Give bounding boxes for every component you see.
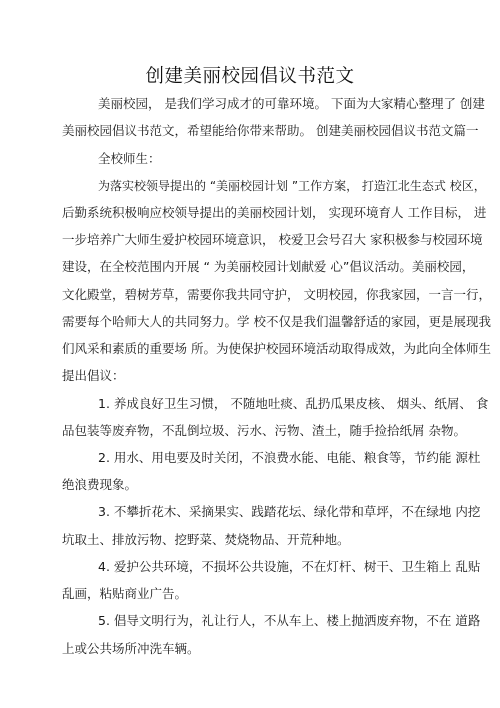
proposal-item-line: 坑取土、排放污物、挖野菜、焚烧物品、开荒种地。 bbox=[62, 532, 350, 547]
paragraph-line: 全校师生： bbox=[98, 151, 161, 166]
proposal-item-line: 5. 倡导文明行为，礼让行人，不从车上、楼上抛洒废弃物，不在 道路 bbox=[98, 613, 481, 628]
paragraph-line: 建设，在全校范围内开展 “ 为美丽校园计划献爱 心”倡议活动。美丽校园， bbox=[62, 259, 475, 274]
proposal-item-line: 品包装等废弃物，不乱倒垃圾、污水、污物、渣土，随手捡拾纸屑 杂物。 bbox=[62, 423, 466, 438]
paragraph-line: 一步培养广大师生爱护校园环境意识， 校爱卫会号召大 家积极参与校园环境 bbox=[62, 232, 483, 247]
document-title: 创建美丽校园倡议书范文 bbox=[145, 66, 355, 87]
paragraph-line: 们风采和素质的重要场 所。为使保护校园环境活动取得成效，为此向全体师生 bbox=[62, 341, 491, 356]
proposal-item-line: 1. 养成良好卫生习惯， 不随地吐痰、乱扔瓜果皮核、 烟头、纸屑、 食 bbox=[98, 396, 489, 411]
paragraph-line: 美丽校园， 是我们学习成才的可靠环境。 下面为大家精心整理了 创建 bbox=[98, 96, 485, 111]
paragraph-line: 后勤系统积极响应校领导提出的美丽校园计划， 实现环境育人 工作目标， 进 bbox=[62, 205, 487, 220]
proposal-item-line: 乱画，粘贴商业广告。 bbox=[62, 586, 188, 601]
proposal-item-line: 4. 爱护公共环境，不损坏公共设施，不在灯杆、树干、卫生箱上 乱贴 bbox=[98, 559, 481, 574]
paragraph-line: 美丽校园倡议书范文，希望能给你带来帮助。 创建美丽校园倡议书范文篇一 bbox=[62, 123, 479, 138]
proposal-item-line: 上或公共场所冲洗车辆。 bbox=[62, 641, 200, 656]
proposal-item-line: 2. 用水、用电要及时关闭，不浪费水能、电能、粮食等，节约能 源杜 bbox=[98, 450, 481, 465]
paragraph-line: 需要每个哈师大人的共同努力。学 校不仅是我们温馨舒适的家园，更是展现我 bbox=[62, 314, 491, 329]
proposal-item-line: 绝浪费现象。 bbox=[62, 477, 138, 492]
paragraph-line: 提出倡议： bbox=[62, 368, 125, 383]
paragraph-line: 文化殿堂，碧树芳草，需要你我共同守护， 文明校园，你我家园，一言一行， bbox=[62, 287, 491, 302]
paragraph-line: 为落实校领导提出的 “美丽校园计划 ”工作方案， 打造江北生态式 校区， bbox=[98, 179, 486, 193]
proposal-item-line: 3. 不攀折花木、采摘果实、践踏花坛、绿化带和草坪，不在绿地 内挖 bbox=[98, 504, 481, 519]
